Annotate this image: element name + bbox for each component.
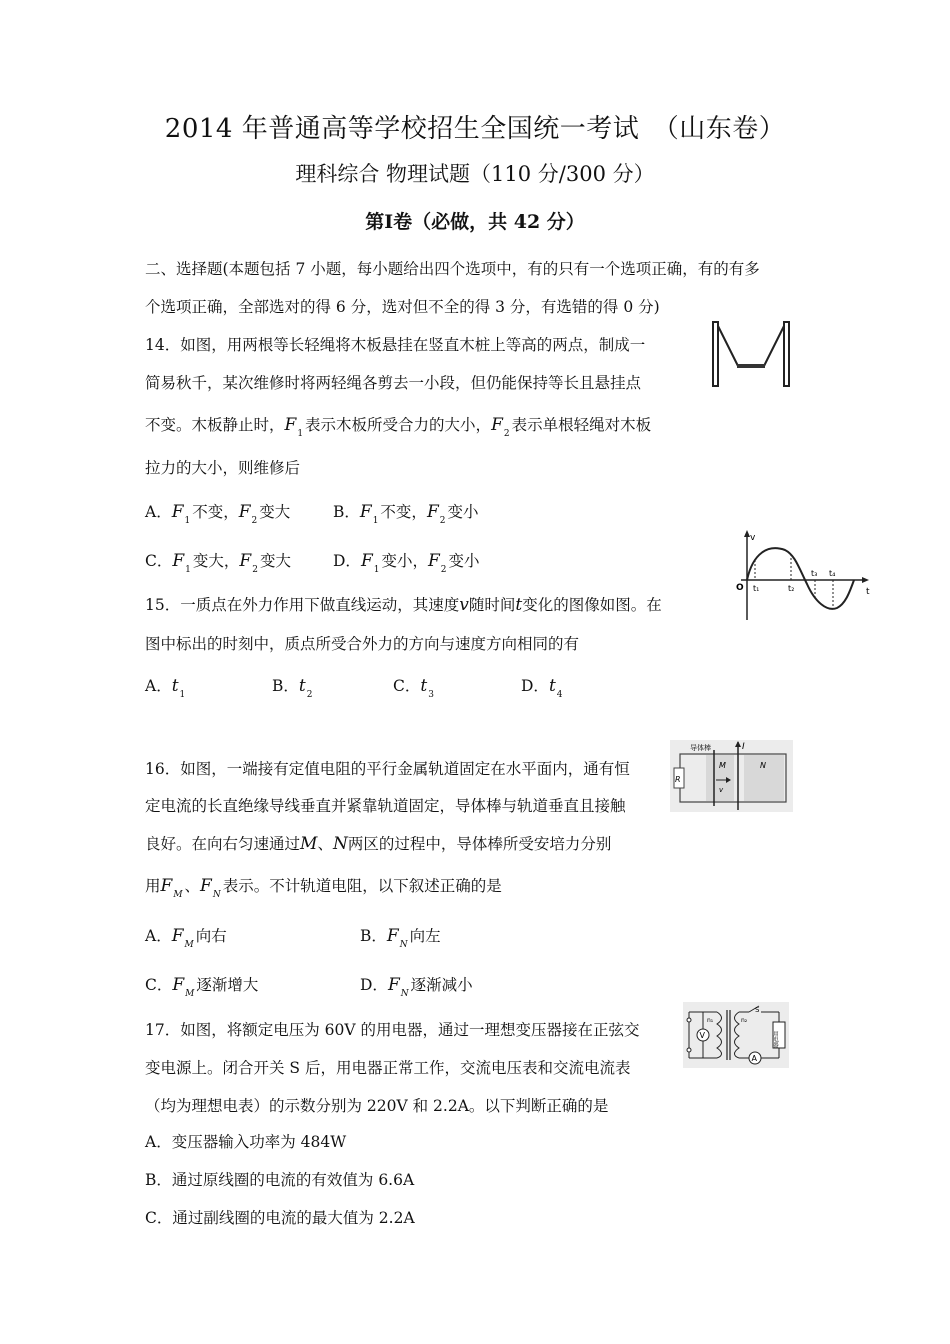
velocity-time-graph (733, 528, 873, 624)
rails-M-label: M (719, 761, 726, 770)
load-label: 用电器 (772, 1031, 778, 1048)
ammeter-label: A (751, 1054, 757, 1063)
q17-option-c: C．通过副线圈的电流的最大值为 2.2A (145, 1209, 415, 1227)
q14-option-d: D．$F_1$ 变小，$F_2$ 变小 (333, 551, 480, 575)
graph-axis-t-label: t (866, 587, 870, 597)
q16-line-4: 用$F_M$ 、$F_N$ 表示。不计轨道电阻，以下叙述正确的是 (145, 876, 502, 900)
graph-t1-label: t₁ (753, 584, 760, 593)
swing-figure (708, 318, 798, 390)
switch-label: S (755, 1006, 760, 1014)
q15-option-a: A．$t_1$ (145, 676, 186, 700)
q16-line-1: 16．如图，一端接有定值电阻的平行金属轨道固定在水平面内，通有恒 (145, 760, 630, 778)
q14-line-1: 14．如图，用两根等长轻绳将木板悬挂在竖直木桩上等高的两点，制成一 (145, 336, 646, 354)
graph-t2-label: t₂ (788, 584, 795, 593)
q17-line-3: （均为理想电表）的示数分别为 220V 和 2.2A。以下判断正确的是 (145, 1097, 609, 1115)
q17-line-1: 17．如图，将额定电压为 60V 的用电器，通过一理想变压器接在正弦交 (145, 1021, 640, 1039)
q14-option-c: C．$F_1$ 变大，$F_2$ 变大 (145, 551, 291, 575)
q17-line-2: 变电源上。闭合开关 S 后，用电器正常工作，交流电压表和交流电流表 (145, 1059, 631, 1077)
exam-subtitle: 理科综合 物理试题（110 分/300 分） (295, 162, 655, 186)
q14-line-3: 不变。木板静止时，$F_1$ 表示木板所受合力的大小，$F_2$ 表示单根轻绳对木板 (145, 415, 652, 439)
q16-option-a: A．$F_M$ 向右 (145, 926, 227, 950)
q15-option-d: D．$t_4$ (521, 676, 563, 700)
primary-turns-label: n₁ (707, 1017, 714, 1024)
q14-line-2: 简易秋千，某次维修时将两轻绳各剪去一小段，但仍能保持等长且悬挂点 (145, 374, 642, 392)
instructions-line-1: 二、选择题(本题包括 7 小题，每小题给出四个选项中，有的只有一个选项正确，有的有多 (145, 260, 760, 278)
q15-option-c: C．$t_3$ (393, 676, 434, 700)
rails-current-label: I (742, 742, 745, 752)
rails-resistor-label: R (675, 775, 681, 784)
q16-line-3: 良好。在向右匀速通过M、N两区的过程中，导体棒所受安培力分别 (145, 834, 612, 854)
section-heading: 第Ⅰ卷（必做，共 42 分） (365, 211, 585, 233)
q16-option-d: D．$F_N$ 逐渐减小 (360, 975, 473, 999)
rails-rod-label: 导体棒 (690, 744, 711, 752)
q16-option-c: C．$F_M$ 逐渐增大 (145, 975, 259, 999)
q14-line-4: 拉力的大小，则维修后 (145, 459, 301, 477)
q16-line-2: 定电流的长直绝缘导线垂直并紧靠轨道固定，导体棒与轨道垂直且接触 (145, 797, 626, 815)
q17-option-a: A．变压器输入功率为 484W (145, 1133, 347, 1151)
graph-axis-v-label: v (750, 533, 756, 543)
q14-option-b: B．$F_1$ 不变，$F_2$ 变小 (333, 502, 479, 526)
graph-t3-label: t₃ (811, 569, 818, 578)
q15-option-b: B．$t_2$ (272, 676, 313, 700)
secondary-turns-label: n₂ (741, 1017, 748, 1024)
transformer-circuit-figure (683, 1002, 789, 1068)
exam-title: 2014 年普通高等学校招生全国统一考试 （山东卷） (164, 114, 786, 144)
q14-option-a: A．$F_1$ 不变，$F_2$ 变大 (145, 502, 291, 526)
q15-line-1: 15．一质点在外力作用下做直线运动，其速度v随时间t变化的图像如图。在 (145, 595, 662, 615)
graph-t4-label: t₄ (829, 569, 836, 578)
rails-figure (670, 740, 793, 812)
q16-option-b: B．$F_N$ 向左 (360, 926, 441, 950)
q15-line-2: 图中标出的时刻中，质点所受合外力的方向与速度方向相同的有 (145, 635, 580, 653)
instructions-line-2: 个选项正确，全部选对的得 6 分，选对但不全的得 3 分，有选错的得 0 分) (145, 298, 660, 316)
voltmeter-label: V (699, 1031, 705, 1040)
rails-N-label: N (760, 761, 766, 770)
q17-option-b: B．通过原线圈的电流的有效值为 6.6A (145, 1171, 415, 1189)
graph-origin-label: O (736, 583, 744, 593)
rails-velocity-label: v (719, 786, 724, 794)
